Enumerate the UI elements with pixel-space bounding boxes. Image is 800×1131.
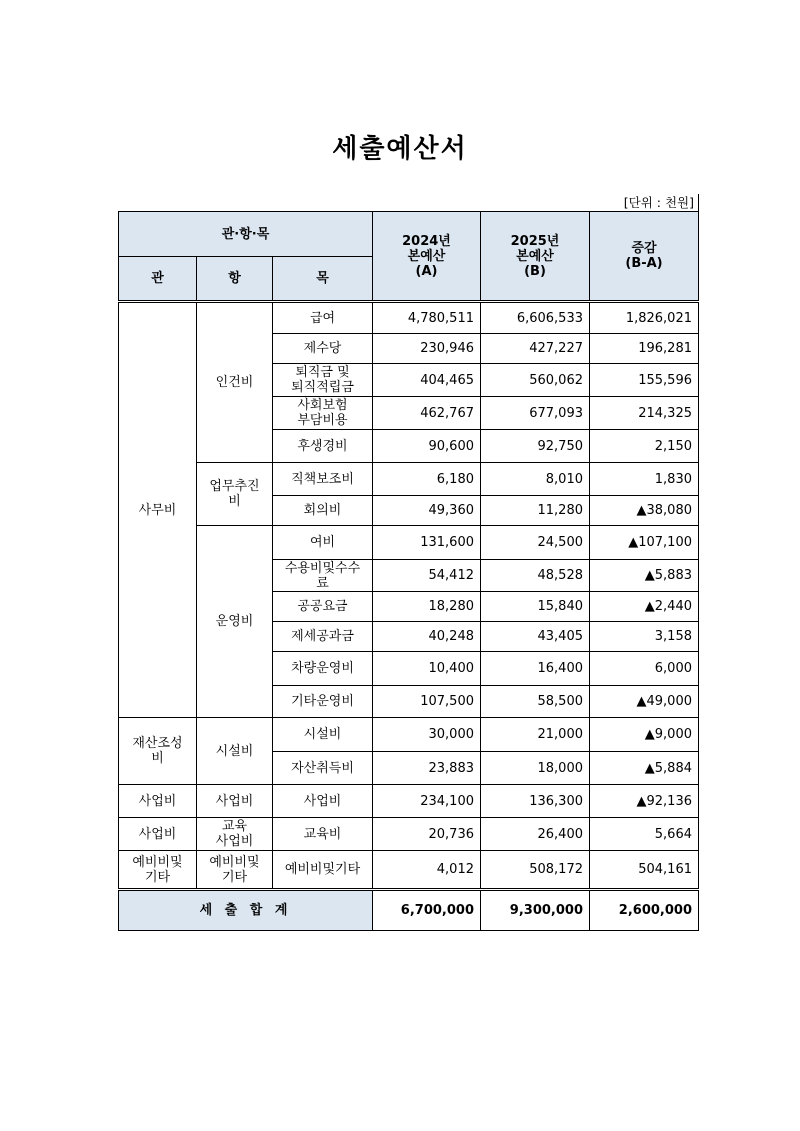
amount-b-cell: 508,172 xyxy=(481,851,590,890)
amount-b-cell: 427,227 xyxy=(481,334,590,364)
amount-b-cell: 92,750 xyxy=(481,430,590,463)
mok-cell: 시설비 xyxy=(273,718,373,752)
mok-cell xyxy=(273,397,373,430)
hang-cell: 시설비 xyxy=(197,718,273,785)
header-col-diff-line1: 증감 xyxy=(631,241,657,256)
gwan-cell xyxy=(119,718,197,785)
header-mok: 목 xyxy=(273,257,373,302)
gwan-cell: 사업비 xyxy=(119,818,197,851)
table-row xyxy=(119,851,699,890)
mok-cell xyxy=(273,560,373,592)
amount-b-cell: 58,500 xyxy=(481,686,590,718)
gwan-line1: 재산조성 xyxy=(132,736,183,751)
table-row xyxy=(119,718,699,752)
header-col-b-line3: (B) xyxy=(524,263,546,279)
diff-cell: 196,281 xyxy=(590,334,699,364)
gwan-cell: 사무비 xyxy=(119,302,197,718)
header-hang: 항 xyxy=(197,257,273,302)
total-b-cell: 9,300,000 xyxy=(481,890,590,931)
total-a-cell: 6,700,000 xyxy=(373,890,481,931)
amount-a-cell: 404,465 xyxy=(373,364,481,397)
header-col-a-line1: 2024년 xyxy=(402,233,451,249)
header-col-diff-line2: (B-A) xyxy=(625,256,663,271)
diff-cell: ▲9,000 xyxy=(590,718,699,752)
mok-cell: 제수당 xyxy=(273,334,373,364)
gwan-line1: 예비비및 xyxy=(132,854,183,870)
mok-cell: 공공요금 xyxy=(273,592,373,622)
amount-a-cell: 30,000 xyxy=(373,718,481,752)
mok-cell: 후생경비 xyxy=(273,430,373,463)
amount-a-cell: 49,360 xyxy=(373,496,481,526)
diff-cell: 155,596 xyxy=(590,364,699,397)
total-diff-cell: 2,600,000 xyxy=(590,890,699,931)
amount-a-cell: 230,946 xyxy=(373,334,481,364)
diff-cell: 6,000 xyxy=(590,652,699,686)
header-col-diff xyxy=(590,212,699,302)
hang-line2: 비 xyxy=(228,494,241,509)
amount-a-cell: 6,180 xyxy=(373,463,481,496)
amount-b-cell: 43,405 xyxy=(481,622,590,652)
amount-a-cell: 234,100 xyxy=(373,785,481,818)
amount-a-cell: 20,736 xyxy=(373,818,481,851)
amount-b-cell: 24,500 xyxy=(481,526,590,560)
mok-cell: 자산취득비 xyxy=(273,752,373,785)
mok-cell xyxy=(273,364,373,397)
mok-line2: 부담비용 xyxy=(297,413,348,428)
gwan-line2: 비 xyxy=(151,751,164,766)
mok-cell: 직책보조비 xyxy=(273,463,373,496)
amount-b-cell: 16,400 xyxy=(481,652,590,686)
header-col-b-line1: 2025년 xyxy=(510,233,560,249)
mok-line1: 퇴직금 및 xyxy=(295,365,350,380)
hang-cell: 사업비 xyxy=(197,785,273,818)
mok-line1: 사회보험 xyxy=(297,398,348,413)
header-row-1 xyxy=(119,212,699,257)
amount-a-cell: 40,248 xyxy=(373,622,481,652)
table-row xyxy=(119,785,699,818)
diff-cell: ▲92,136 xyxy=(590,785,699,818)
diff-cell: 5,664 xyxy=(590,818,699,851)
amount-a-cell: 18,280 xyxy=(373,592,481,622)
diff-cell: 2,150 xyxy=(590,430,699,463)
mok-cell: 제세공과금 xyxy=(273,622,373,652)
amount-b-cell: 18,000 xyxy=(481,752,590,785)
diff-cell: ▲2,440 xyxy=(590,592,699,622)
amount-b-cell: 677,093 xyxy=(481,397,590,430)
mok-cell: 사업비 xyxy=(273,785,373,818)
hang-line1: 교육 xyxy=(221,819,248,834)
amount-b-cell: 21,000 xyxy=(481,718,590,752)
header-col-b-line2: 본예산 xyxy=(516,248,554,264)
amount-b-cell: 15,840 xyxy=(481,592,590,622)
hang-line2: 기타 xyxy=(221,869,248,885)
diff-cell: ▲5,883 xyxy=(590,560,699,592)
mok-cell: 교육비 xyxy=(273,818,373,851)
total-row xyxy=(119,890,699,931)
amount-a-cell: 90,600 xyxy=(373,430,481,463)
diff-cell: 1,830 xyxy=(590,463,699,496)
mok-cell: 회의비 xyxy=(273,496,373,526)
amount-b-cell: 26,400 xyxy=(481,818,590,851)
header-col-a xyxy=(373,212,481,302)
mok-cell: 기타운영비 xyxy=(273,686,373,718)
mok-line2: 퇴직적립금 xyxy=(291,380,354,395)
diff-cell: ▲107,100 xyxy=(590,526,699,560)
mok-line2: 료 xyxy=(316,575,329,591)
gwan-line2: 기타 xyxy=(144,869,171,885)
mok-line1: 수용비및수수 xyxy=(284,560,361,576)
hang-line1: 업무추진 xyxy=(209,479,260,494)
amount-a-cell: 131,600 xyxy=(373,526,481,560)
hang-cell: 인건비 xyxy=(197,302,273,463)
amount-a-cell: 462,767 xyxy=(373,397,481,430)
mok-cell: 예비비및기타 xyxy=(273,851,373,890)
amount-a-cell: 54,412 xyxy=(373,560,481,592)
budget-table xyxy=(118,211,699,931)
gwan-cell xyxy=(119,851,197,890)
table-row xyxy=(119,463,699,496)
amount-a-cell: 23,883 xyxy=(373,752,481,785)
hang-cell xyxy=(197,851,273,890)
diff-cell: 3,158 xyxy=(590,622,699,652)
amount-b-cell: 6,606,533 xyxy=(481,302,590,334)
hang-line1: 예비비및 xyxy=(209,854,260,870)
table-row xyxy=(119,302,699,334)
header-group: 관·항·목 xyxy=(119,212,373,257)
header-col-a-line2: 본예산 xyxy=(407,248,446,264)
mok-cell: 여비 xyxy=(273,526,373,560)
table-row xyxy=(119,818,699,851)
header-gwan: 관 xyxy=(119,257,197,302)
diff-cell: 504,161 xyxy=(590,851,699,890)
table-row xyxy=(119,526,699,560)
mok-cell: 급여 xyxy=(273,302,373,334)
amount-b-cell: 136,300 xyxy=(481,785,590,818)
hang-line2: 사업비 xyxy=(215,834,254,849)
amount-a-cell: 10,400 xyxy=(373,652,481,686)
amount-b-cell: 8,010 xyxy=(481,463,590,496)
amount-a-cell: 107,500 xyxy=(373,686,481,718)
amount-b-cell: 11,280 xyxy=(481,496,590,526)
diff-cell: ▲5,884 xyxy=(590,752,699,785)
diff-cell: 214,325 xyxy=(590,397,699,430)
diff-cell: ▲49,000 xyxy=(590,686,699,718)
header-col-a-line3: (A) xyxy=(415,263,438,279)
hang-cell xyxy=(197,818,273,851)
amount-b-cell: 48,528 xyxy=(481,560,590,592)
gwan-cell: 사업비 xyxy=(119,785,197,818)
amount-a-cell: 4,780,511 xyxy=(373,302,481,334)
amount-b-cell: 560,062 xyxy=(481,364,590,397)
hang-cell: 운영비 xyxy=(197,526,273,718)
amount-a-cell: 4,012 xyxy=(373,851,481,890)
mok-cell: 차량운영비 xyxy=(273,652,373,686)
total-label: 세 출 합 계 xyxy=(119,890,373,931)
page-title: 세출예산서 xyxy=(332,134,468,164)
hang-cell xyxy=(197,463,273,526)
diff-cell: 1,826,021 xyxy=(590,302,699,334)
header-col-b xyxy=(481,212,590,302)
unit-label: [단위 : 천원] xyxy=(560,194,699,212)
diff-cell: ▲38,080 xyxy=(590,496,699,526)
